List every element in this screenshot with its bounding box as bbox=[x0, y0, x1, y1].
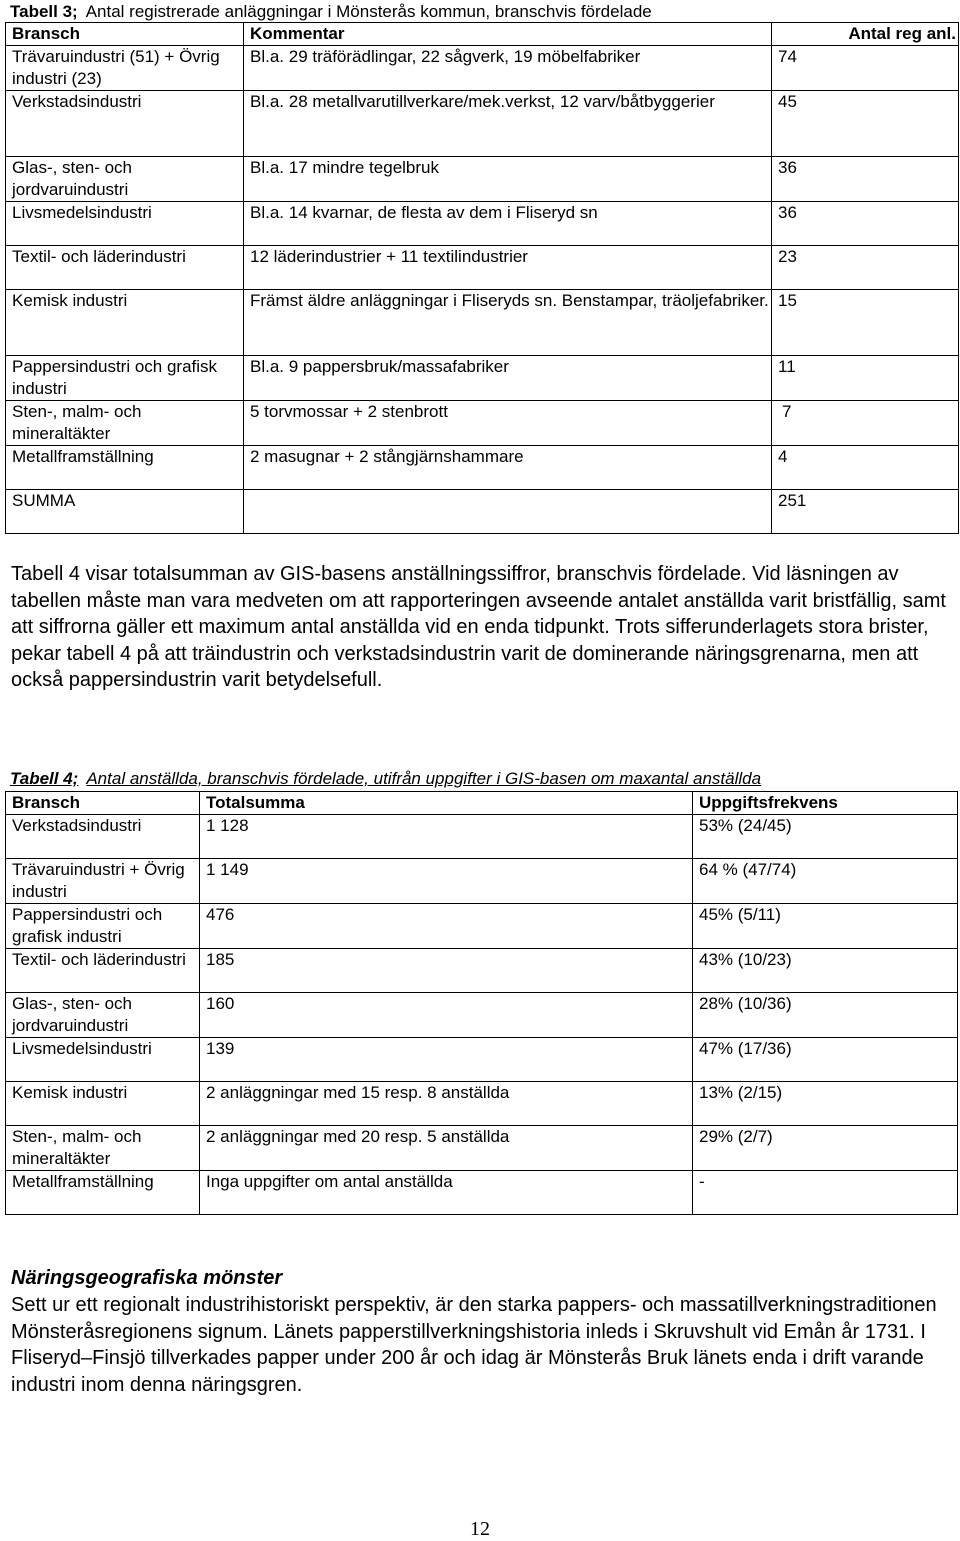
table4-cell-frekvens: 29% (2/7) bbox=[693, 1126, 958, 1171]
table3-cell-bransch: Livsmedelsindustri bbox=[6, 202, 244, 246]
table3-cell-kommentar: Bl.a. 17 mindre tegelbruk bbox=[244, 157, 772, 202]
table4-cell-total: 476 bbox=[200, 904, 693, 949]
table4-cell-frekvens: 28% (10/36) bbox=[693, 993, 958, 1038]
table3-caption-label: Tabell 3; bbox=[10, 2, 78, 21]
table3-caption-text: Antal registrerade anläggningar i Mönsterås kommun, branschvis fördelade bbox=[85, 2, 652, 21]
table4 bbox=[5, 791, 958, 1215]
table3-cell-bransch: Kemisk industri bbox=[6, 290, 244, 356]
table-row bbox=[6, 1082, 958, 1126]
table3-header-row bbox=[6, 23, 959, 46]
table-row bbox=[6, 993, 958, 1038]
table3-sum-label: SUMMA bbox=[6, 490, 244, 534]
table3-cell-kommentar: Bl.a. 29 träförädlingar, 22 sågverk, 19 möbelfabriker bbox=[244, 46, 772, 91]
table-row bbox=[6, 202, 959, 246]
table3 bbox=[5, 22, 959, 534]
table3-header-kommentar: Kommentar bbox=[244, 23, 772, 46]
table3-cell-bransch: Glas-, sten- och jordvaruindustri bbox=[6, 157, 244, 202]
table3-cell-antal: 15 bbox=[772, 290, 959, 356]
table-row bbox=[6, 859, 958, 904]
table3-cell-antal: 11 bbox=[772, 356, 959, 401]
table-row bbox=[6, 246, 959, 290]
table4-cell-bransch: Trävaruindustri + Övrig industri bbox=[6, 859, 200, 904]
table3-cell-bransch: Sten-, malm- och mineraltäkter bbox=[6, 401, 244, 446]
table3-cell-antal: 4 bbox=[772, 446, 959, 490]
table3-cell-antal: 36 bbox=[772, 157, 959, 202]
table3-cell-bransch: Trävaruindustri (51) + Övrig industri (23) bbox=[6, 46, 244, 91]
table-row bbox=[6, 1038, 958, 1082]
table3-cell-kommentar: Bl.a. 28 metallvarutillverkare/mek.verkst, 12 varv/båtbyggerier bbox=[244, 91, 772, 157]
table3-cell-bransch: Verkstadsindustri bbox=[6, 91, 244, 157]
table4-header-row bbox=[6, 792, 958, 815]
table4-cell-total: 185 bbox=[200, 949, 693, 993]
table-row bbox=[6, 949, 958, 993]
table3-caption bbox=[10, 1, 652, 23]
page-number: 12 bbox=[470, 1518, 490, 1540]
table-row bbox=[6, 46, 959, 91]
table3-sum-row bbox=[6, 490, 959, 534]
table-row bbox=[6, 91, 959, 157]
table3-cell-antal: 74 bbox=[772, 46, 959, 91]
table4-cell-total: 1 149 bbox=[200, 859, 693, 904]
table-row bbox=[6, 446, 959, 490]
table4-cell-bransch: Sten-, malm- och mineraltäkter bbox=[6, 1126, 200, 1171]
table4-cell-total: 1 128 bbox=[200, 815, 693, 859]
table4-caption-text: Antal anställda, branschvis fördelade, utifrån uppgifter i GIS-basen om maxantal anställda bbox=[86, 769, 762, 788]
table3-cell-antal: 7 bbox=[772, 401, 959, 446]
table3-sum-spacer bbox=[244, 490, 772, 534]
table4-cell-total: 2 anläggningar med 20 resp. 5 anställda bbox=[200, 1126, 693, 1171]
body-paragraph: Tabell 4 visar totalsumman av GIS-basens anställningssiffror, branschvis fördelade. Vid läsningen av tabellen måste man vara medveten om att rapporteringen avseende antalet anställda varit bristfällig, samt att siffrorna gäller ett maximum antal anställda vid en enda tidpunkt. Trots sifferunderlagets stora brister, pekar tabell 4 på att träindustrin och verkstadsindustrin varit de dominerande näringsgrenarna, men att också pappersindustrin varit betydelsefull. bbox=[11, 563, 946, 692]
table4-cell-frekvens: 47% (17/36) bbox=[693, 1038, 958, 1082]
table4-header-bransch: Bransch bbox=[6, 792, 200, 815]
table3-cell-kommentar: Främst äldre anläggningar i Fliseryds sn. Benstampar, träoljefabriker. bbox=[244, 290, 772, 356]
table-row bbox=[6, 157, 959, 202]
table4-cell-frekvens: - bbox=[693, 1171, 958, 1215]
table-row bbox=[6, 290, 959, 356]
table3-cell-kommentar: 2 masugnar + 2 stångjärnshammare bbox=[244, 446, 772, 490]
table4-cell-frekvens: 45% (5/11) bbox=[693, 904, 958, 949]
section-paragraph: Sett ur ett regionalt industrihistoriskt perspektiv, är den starka pappers- och massatillverkningstraditionen Mönsteråsregionens signum. Länets papperstillverkningshistoria inleds i Skruvshult vid Emån år 1731. I Fliseryd–Finsjö tillverkades papper under 200 år och idag är Mönsterås Bruk länets enda i drift varande industri inom denna näringsgren. bbox=[11, 1294, 937, 1396]
table3-header-bransch: Bransch bbox=[6, 23, 244, 46]
table-row bbox=[6, 1171, 958, 1215]
table-row bbox=[6, 904, 958, 949]
table3-cell-bransch: Metallframställning bbox=[6, 446, 244, 490]
table4-cell-total: 2 anläggningar med 15 resp. 8 anställda bbox=[200, 1082, 693, 1126]
table3-cell-bransch: Textil- och läderindustri bbox=[6, 246, 244, 290]
table3-cell-kommentar: Bl.a. 9 pappersbruk/massafabriker bbox=[244, 356, 772, 401]
table4-cell-total: Inga uppgifter om antal anställda bbox=[200, 1171, 693, 1215]
table4-cell-frekvens: 53% (24/45) bbox=[693, 815, 958, 859]
table4-cell-bransch: Textil- och läderindustri bbox=[6, 949, 200, 993]
table3-cell-kommentar: 12 läderindustrier + 11 textilindustrier bbox=[244, 246, 772, 290]
table-row bbox=[6, 1126, 958, 1171]
table4-cell-frekvens: 64 % (47/74) bbox=[693, 859, 958, 904]
table3-cell-antal: 23 bbox=[772, 246, 959, 290]
table-row bbox=[6, 815, 958, 859]
table3-cell-antal: 45 bbox=[772, 91, 959, 157]
table3-cell-kommentar: 5 torvmossar + 2 stenbrott bbox=[244, 401, 772, 446]
table3-cell-kommentar: Bl.a. 14 kvarnar, de flesta av dem i Fliseryd sn bbox=[244, 202, 772, 246]
table4-cell-frekvens: 43% (10/23) bbox=[693, 949, 958, 993]
table-row bbox=[6, 356, 959, 401]
table3-cell-bransch: Pappersindustri och grafisk industri bbox=[6, 356, 244, 401]
table4-cell-bransch: Glas-, sten- och jordvaruindustri bbox=[6, 993, 200, 1038]
table3-header-antal: Antal reg anl. bbox=[772, 23, 959, 46]
table4-caption bbox=[10, 768, 761, 790]
table4-cell-bransch: Metallframställning bbox=[6, 1171, 200, 1215]
table-row bbox=[6, 401, 959, 446]
table4-cell-bransch: Livsmedelsindustri bbox=[6, 1038, 200, 1082]
section-title: Näringsgeografiska mönster bbox=[11, 1267, 283, 1289]
table4-cell-total: 139 bbox=[200, 1038, 693, 1082]
table4-caption-label: Tabell 4; bbox=[10, 769, 79, 788]
table4-cell-frekvens: 13% (2/15) bbox=[693, 1082, 958, 1126]
table3-sum-value: 251 bbox=[772, 490, 959, 534]
table4-cell-total: 160 bbox=[200, 993, 693, 1038]
table4-header-total: Totalsumma bbox=[200, 792, 693, 815]
table4-cell-bransch: Pappersindustri och grafisk industri bbox=[6, 904, 200, 949]
table4-cell-bransch: Kemisk industri bbox=[6, 1082, 200, 1126]
table3-cell-antal: 36 bbox=[772, 202, 959, 246]
table4-cell-bransch: Verkstadsindustri bbox=[6, 815, 200, 859]
table4-header-frekvens: Uppgiftsfrekvens bbox=[693, 792, 958, 815]
